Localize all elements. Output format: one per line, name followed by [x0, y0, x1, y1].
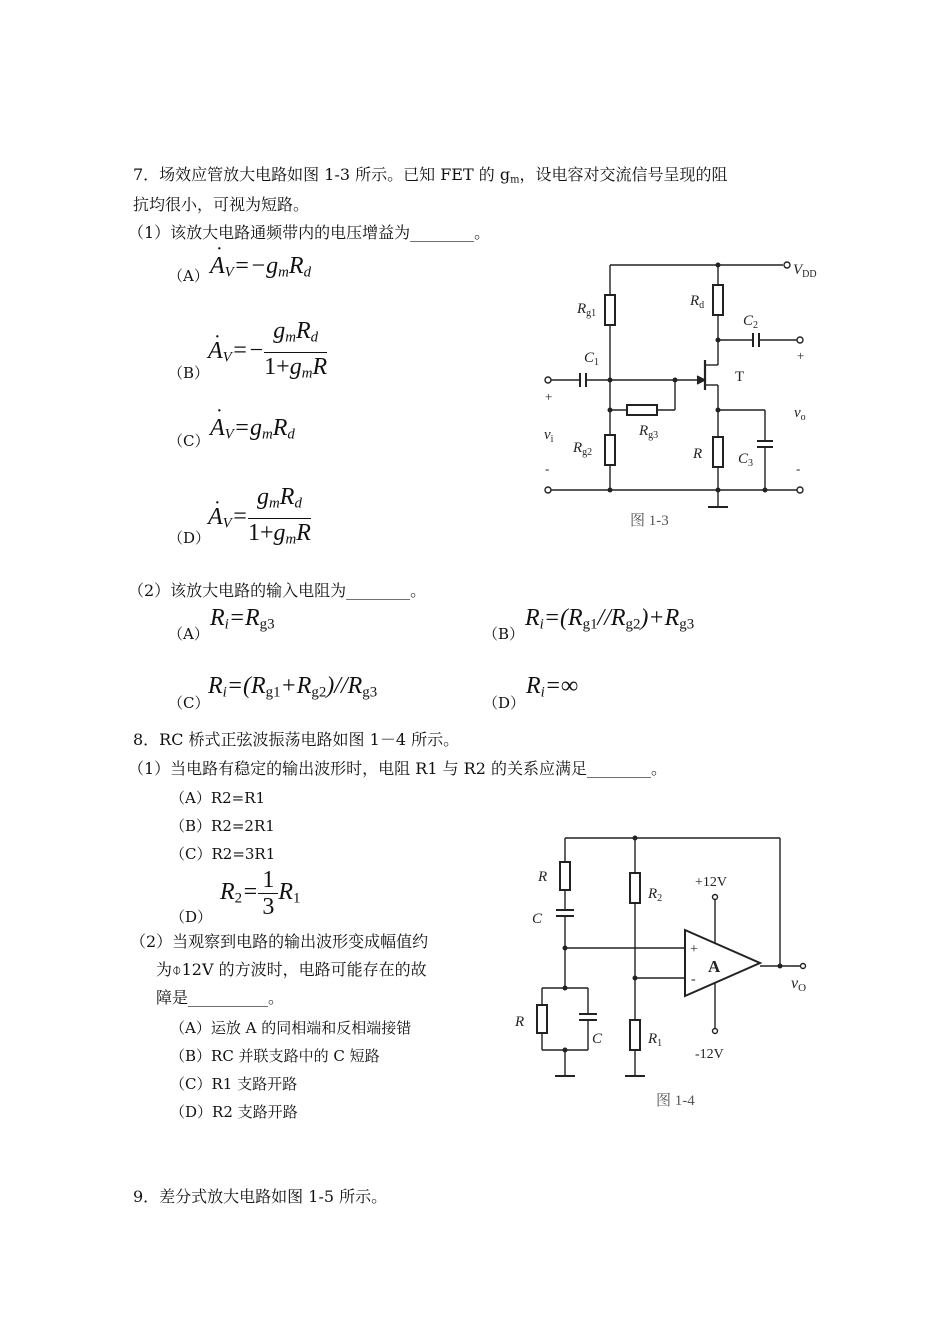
q7-sub1-option-b-label[interactable]: （B） [168, 364, 210, 382]
q7-sub1-option-c-label[interactable]: （C） [168, 432, 210, 450]
q8-stem: 8．RC 桥式正弦波振荡电路如图 1－4 所示。 [133, 730, 460, 749]
fig13-plus-in: + [545, 389, 553, 404]
fig14-amp-label: A [708, 957, 721, 976]
fig13-rg1-label: $R_{g1}$ [577, 301, 597, 319]
fig13-rd-label: $R_d$ [690, 293, 705, 311]
fig14-in-plus: + [690, 942, 698, 957]
fig13-c2-label: $C_2$ [743, 313, 759, 331]
q7-sub1-option-b-formula: $A \cdot_V=-$ $\frac{g_mR_d}{1+g_mR}$ [208, 318, 327, 386]
q8-sub2-question-line2: 为⌽12V 的方波时，电路可能存在的故 [156, 960, 427, 979]
q8-sub1-option-d-label[interactable]: （D） [170, 908, 213, 926]
fig14-vminus-label: -12V [695, 1047, 724, 1062]
q7-sub1-option-d-label[interactable]: （D） [168, 529, 211, 547]
q8-sub2-option-c[interactable]: （C）R1 支路开路 [170, 1075, 298, 1093]
fig13-transistor-label: T [735, 369, 745, 385]
fig14-in-minus: - [691, 972, 696, 987]
q7-sub1-option-a-formula: $A \cdot_V=-g_mR_d$ [210, 256, 311, 283]
q7-sub1-question: （1）该放大电路通频带内的电压增益为________。 [128, 223, 491, 242]
fig14-caption: 图 1-4 [656, 1093, 695, 1109]
q8-sub1-option-c[interactable]: （C）R2=3R1 [170, 845, 276, 863]
q9-stem: 9．差分式放大电路如图 1-5 所示。 [133, 1187, 388, 1206]
fig13-plus-out: + [797, 348, 805, 363]
fig14-vo-label: vO [791, 975, 807, 994]
q7-sub2-option-a-formula: $R_i=R_{g3}$ [210, 605, 275, 633]
fig13-vo-label: $v_o$ [794, 405, 806, 423]
fig13-rg3-label: $R_{g3}$ [639, 423, 659, 441]
q7-sub2-option-b-label[interactable]: （B） [483, 625, 525, 643]
fig13-vdd-label: $V_{DD}$ [793, 262, 817, 280]
fig13-minus-out: - [796, 461, 801, 476]
q8-sub1-option-b[interactable]: （B）R2=2R1 [170, 817, 275, 835]
fig13-caption: 图 1-3 [630, 513, 669, 529]
fig14-r2-label: $R_2$ [648, 886, 663, 904]
q8-sub1-option-a[interactable]: （A）R2=R1 [170, 789, 266, 807]
q7-sub1-option-c-formula: $A \cdot_V=g_mR_d$ [210, 418, 295, 445]
fig13-c3-label: $C_3$ [738, 451, 754, 469]
q7-sub2-option-d-formula: $R_i=\infty$ [526, 673, 579, 701]
fig14-c-top-label: C [532, 911, 543, 927]
fig13-c1-label: $C_1$ [584, 350, 600, 368]
q8-sub2-question-line3: 障是__________。 [156, 988, 285, 1007]
fig13-r-label: R [693, 446, 703, 462]
fig13-rg2-label: $R_{g2}$ [573, 440, 593, 458]
q7-sub2-option-b-formula: $R_i=(R_{g1}//R_{g2})+R_{g3}$ [525, 605, 695, 633]
figure-1-4-circuit [510, 828, 830, 1118]
q8-sub1-option-d-formula: $R_2=$ $\frac{1}{3}$ $R_1$ [220, 867, 301, 920]
q7-stem-line2: 抗均很小，可视为短路。 [133, 195, 310, 214]
fig14-r1-label: $R_1$ [648, 1031, 663, 1049]
q7-sub2-question: （2）该放大电路的输入电阻为________。 [128, 581, 427, 600]
q7-sub2-option-a-label[interactable]: （A） [168, 625, 209, 643]
fig14-vplus-label: +12V [695, 875, 728, 890]
q7-sub2-option-c-label[interactable]: （C） [168, 694, 210, 712]
fig14-c-bottom-label: C [592, 1031, 603, 1047]
fig13-minus-in: - [545, 461, 550, 476]
q7-sub2-option-d-label[interactable]: （D） [483, 694, 526, 712]
q7-sub2-option-c-formula: $R_i=(R_{g1}+R_{g2})//R_{g3}$ [208, 673, 378, 701]
q8-sub1-question: （1）当电路有稳定的输出波形时，电阻 R1 与 R2 的关系应满足________。 [128, 759, 667, 778]
q8-sub2-question-line1: （2）当观察到电路的输出波形变成幅值约 [130, 932, 429, 951]
q8-sub2-option-a[interactable]: （A）运放 A 的同相端和反相端接错 [170, 1019, 412, 1037]
q8-sub2-option-d[interactable]: （D）R2 支路开路 [170, 1103, 298, 1121]
q7-stem-line1: 7．场效应管放大电路如图 1-3 所示。已知 FET 的 $g_m$，设电容对交流信号呈现的阻 [133, 165, 728, 186]
fig14-r-top-label: R [538, 869, 548, 885]
fig13-vi-label: $v_i$ [544, 427, 554, 445]
q8-sub2-option-b[interactable]: （B）RC 并联支路中的 C 短路 [170, 1047, 380, 1065]
figure-1-3-circuit [535, 255, 835, 540]
fig14-r-bottom-label: R [515, 1014, 525, 1030]
q7-sub1-option-d-formula: $A \cdot_V=$ $\frac{g_mR_d}{1+g_mR}$ [208, 484, 311, 552]
q7-sub1-option-a-label[interactable]: （A） [168, 267, 209, 285]
